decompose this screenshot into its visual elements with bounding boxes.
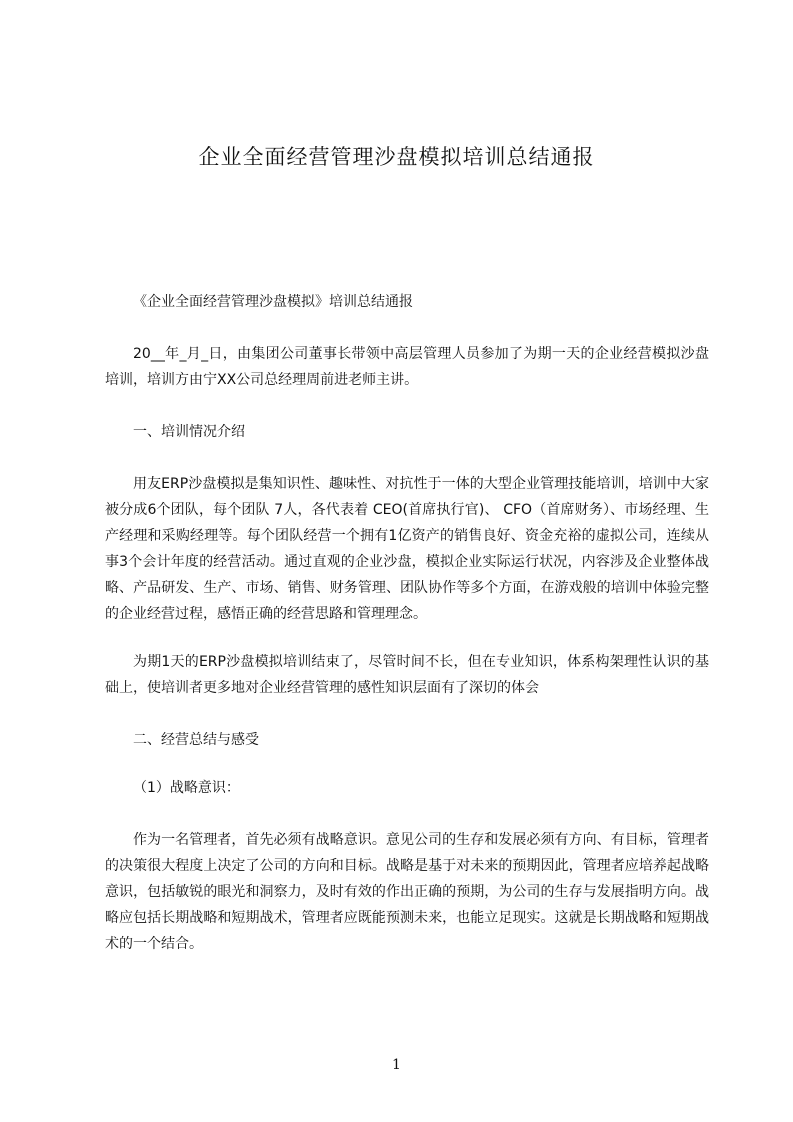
training-overview-paragraph: 用友ERP沙盘模拟是集知识性、趣味性、对抗性于一体的大型企业管理技能培训，培训中大家被分成6个团队，每个团队 7人，各代表着 CEO(首席执行官)、 CFO（首席财务）、市场经理、生产经理和采购经理等。每个团队经营一个拥有1亿资产的销售良好、资金充裕的虚拟公司，连续从事3个会计年度的经营活动。通过直观的企业沙盘，模拟企业实际运行状况，内容涉及企业整体战略、产品研发、生产、市场、销售、财务管理、团队协作等多个方面，在游戏般的培训中体验完整的企业经营过程，感悟正确的经营思路和管理理念。 xyxy=(105,476,709,622)
document-body xyxy=(105,289,709,957)
strategy-paragraph: 作为一名管理者，首先必须有战略意识。意见公司的生存和发展必须有方向、有目标，管理者的决策很大程度上决定了公司的方向和目标。战略是基于对未来的预期因此，管理者应培养起战略意识，包括敏锐的眼光和洞察力，及时有效的作出正确的预期，为公司的生存与发展指明方向。战略应包括长期战略和短期战术，管理者应既能预测未来，也能立足现实。这就是长期战略和短期战术的一个结合。 xyxy=(105,832,709,952)
section-heading-summary: 二、经营总结与感受 xyxy=(133,732,259,748)
document-title: 企业全面经营管理沙盘模拟培训总结通报 xyxy=(198,145,595,169)
page-number: 1 xyxy=(392,1057,401,1073)
subsection-heading-strategy: （1）战略意识： xyxy=(133,780,240,796)
intro-paragraph: 20__年_月_日，由集团公司董事长带领中高层管理人员参加了为期一天的企业经营模拟沙盘培训，培训方由宁XX公司总经理周前进老师主讲。 xyxy=(105,346,709,388)
training-conclusion-paragraph: 为期1天的ERP沙盘模拟培训结束了，尽管时间不长，但在专业知识，体系构架理性认识的基础上，使培训者更多地对企业经营管理的感性知识层面有了深切的体会 xyxy=(105,654,709,696)
report-heading-paragraph: 《企业全面经营管理沙盘模拟》培训总结通报 xyxy=(133,294,413,310)
section-heading-training-overview: 一、培训情况介绍 xyxy=(133,424,245,440)
